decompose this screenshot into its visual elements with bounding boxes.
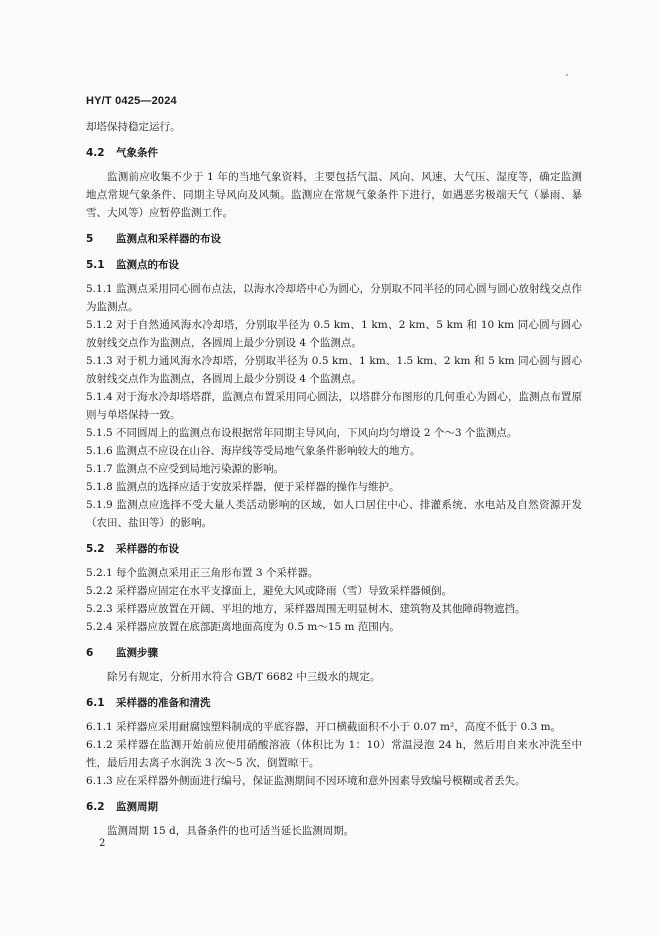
section-title: 监测步骤: [116, 647, 158, 659]
body-paragraph: 监测前应收集不少于 1 年的当地气象资料，主要包括气温、风向、风速、大气压、湿度等，确定监测地点常规气象条件、同期主导风向及风频。监测应在常规气象条件下进行，如遇恶劣极端天气（暴雨、暴雪、大风等）应暂停监测工作。: [86, 171, 582, 219]
clause: [86, 564, 582, 582]
clause-number: 5.1.6: [86, 445, 113, 457]
clause-number: 5.1.9: [86, 499, 113, 511]
clause: [86, 460, 582, 478]
clause-number: 6.1.3: [86, 775, 113, 787]
clause-text: 采样器应采用耐腐蚀塑料制成的平底容器，开口横截面积不小于 0.07 m²，高度不低于 0.3 m。: [116, 721, 562, 733]
clause-number: 5.2.3: [86, 603, 113, 615]
clause: [86, 496, 582, 532]
clause-number: 5.2.2: [86, 585, 113, 597]
section-number: 6.1: [86, 697, 105, 709]
standard-code-header: HY/T 0425—2024: [86, 95, 177, 107]
clause-number: 5.1.8: [86, 481, 113, 493]
clause-text: 对于自然通风海水冷却塔，分别取半径为 0.5 km、1 km、2 km、5 km 和 10 km 同心圆与圆心放射线交点作为监测点，各圆周上最少分别设 4 个监测点。: [86, 319, 582, 349]
clause-number: 6.1.2: [86, 739, 113, 751]
clause-text: 监测点的选择应适于安放采样器，便于采样器的操作与维护。: [116, 481, 400, 493]
clause-text: 采样器应固定在水平支撑面上，避免大风或降雨（雪）导致采样器倾倒。: [116, 585, 452, 597]
clause: [86, 582, 582, 600]
section-title: 采样器的布设: [116, 543, 179, 555]
clause: [86, 478, 582, 496]
clause-number: 5.1.5: [86, 427, 113, 439]
section-title: 监测点和采样器的布设: [116, 233, 221, 245]
body-paragraph: 监测周期 15 d，具备条件的也可适当延长监测周期。: [107, 825, 355, 837]
section-number: 4.2: [86, 147, 105, 159]
clause-number: 5.1.3: [86, 355, 113, 367]
clause: [86, 388, 582, 424]
section-number: 6.2: [86, 801, 105, 813]
clause: [86, 442, 582, 460]
scan-speck: [566, 74, 568, 76]
clause-number: 5.2.1: [86, 567, 113, 579]
body-paragraph: 除另有规定，分析用水符合 GB/T 6682 中三级水的规定。: [107, 671, 381, 683]
page-body: [86, 118, 582, 840]
clause: [86, 424, 582, 442]
section-heading: [86, 798, 582, 816]
continued-paragraph: 却塔保持稳定运行。: [86, 121, 181, 133]
clause-number: 5.2.4: [86, 621, 113, 633]
section-number: 6: [86, 647, 94, 659]
clause: [86, 718, 582, 736]
clause-text: 应在采样器外侧面进行编号，保证监测期间不因环境和意外因素导致编号模糊或者丢失。: [116, 775, 526, 787]
section-number: 5.2: [86, 543, 105, 555]
clause-text: 每个监测点采用正三角形布置 3 个采样器。: [116, 567, 319, 579]
clause-number: 6.1.1: [86, 721, 113, 733]
clause-number: 5.1.7: [86, 463, 113, 475]
clause: [86, 316, 582, 352]
clause: [86, 618, 582, 636]
clause-text: 监测点不应受到局地污染源的影响。: [116, 463, 284, 475]
section-title: 监测点的布设: [116, 259, 179, 271]
clause-number: 5.1.4: [86, 391, 113, 403]
section-heading: [86, 644, 582, 662]
section-heading: [86, 694, 582, 712]
clause-text: 采样器应放置在开阔、平坦的地方，采样器周围无明显树木、建筑物及其他障碍物遮挡。: [116, 603, 526, 615]
clause-text: 采样器应放置在底部距离地面高度为 0.5 m～15 m 范围内。: [116, 621, 400, 633]
clause-text: 监测点不应设在山谷、海岸线等受局地气象条件影响较大的地方。: [116, 445, 421, 457]
clause-text: 监测点应选择不受大量人类活动影响的区域，如人口居住中心、排灌系统、水电站及自然资源开发（农田、盐田等）的影响。: [86, 499, 582, 529]
section-title: 监测周期: [116, 801, 158, 813]
clause: [86, 772, 582, 790]
page-number: 2: [99, 838, 106, 849]
clause: [86, 600, 582, 618]
section-number: 5.1: [86, 259, 105, 271]
clause-text: 对于海水冷却塔塔群，监测点布置采用同心圆法，以塔群分布图形的几何重心为圆心，监测点布置原则与单塔保持一致。: [86, 391, 582, 421]
clause-number: 5.1.1: [86, 283, 113, 295]
section-heading: [86, 540, 582, 558]
section-heading: [86, 144, 582, 162]
clause-text: 监测点采用同心圆布点法，以海水冷却塔中心为圆心，分别取不同半径的同心圆与圆心放射线交点作为监测点。: [86, 283, 582, 313]
section-heading: [86, 256, 582, 274]
clause-number: 5.1.2: [86, 319, 113, 331]
clause: [86, 352, 582, 388]
section-title: 采样器的准备和清洗: [116, 697, 211, 709]
section-title: 气象条件: [116, 147, 158, 159]
section-number: 5: [86, 233, 94, 245]
clause-text: 不同圆周上的监测点布设根据常年同期主导风向，下风向均匀增设 2 个～3 个监测点。: [116, 427, 518, 439]
clause-text: 采样器在监测开始前应使用硝酸溶液（体积比为 1：10）常温浸泡 24 h，然后用自来水冲洗至中性，最后用去离子水润洗 3 次～5 次，倒置晾干。: [86, 739, 582, 769]
clause: [86, 736, 582, 772]
clause-text: 对于机力通风海水冷却塔，分别取半径为 0.5 km、1 km、1.5 km、2 km 和 5 km 同心圆与圆心放射线交点作为监测点，各圆周上最少分别设 4 个监测点。: [86, 355, 582, 385]
clause: [86, 280, 582, 316]
section-heading: [86, 230, 582, 248]
